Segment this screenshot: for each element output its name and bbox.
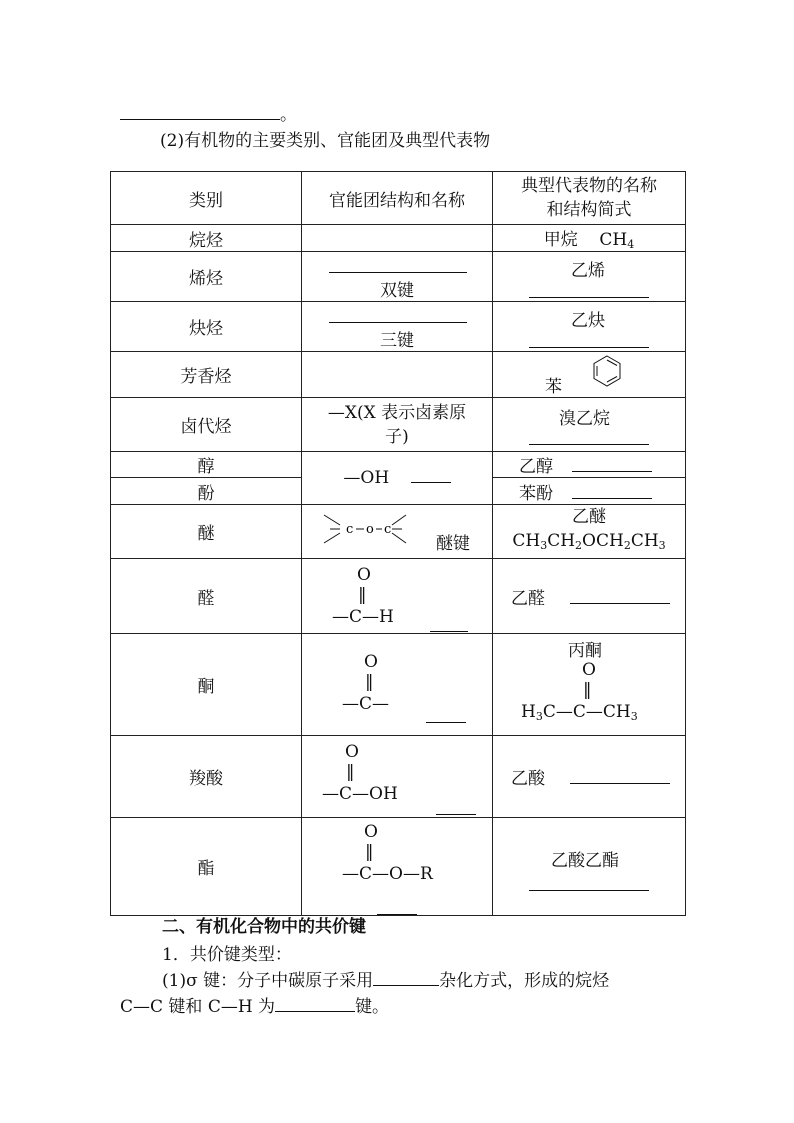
row-representative [493, 452, 686, 478]
row-category: 酮 [111, 634, 302, 736]
f-sub: 3 [658, 539, 666, 552]
section-heading: (2)有机物的主要类别、官能团及典型代表物 [160, 131, 491, 151]
svg-text:o: o [366, 522, 374, 537]
fg-double-bond: ‖ [365, 842, 374, 862]
f-part: OCH [582, 531, 624, 551]
fg-blank [430, 631, 468, 632]
fg-chain: —C—H [332, 607, 394, 627]
fg-oxygen: O [357, 565, 371, 585]
fg-name: 三键 [380, 331, 414, 351]
row-functional-group [302, 225, 493, 252]
row-functional-group [302, 505, 493, 559]
row-representative [493, 478, 686, 505]
rep-name: 苯酚 [519, 483, 553, 504]
rep-name: 苯 [545, 377, 562, 397]
row-category: 醚 [111, 505, 302, 559]
rep-chain [521, 702, 638, 723]
row-category: 酯 [111, 818, 302, 916]
row-representative [493, 398, 686, 452]
row-category: 醛 [111, 559, 302, 634]
rep-blank [570, 782, 670, 784]
row-category: 芳香烃 [111, 352, 302, 398]
row-representative [493, 736, 686, 818]
row-functional-group [302, 398, 493, 452]
rep-name: 乙酸乙酯 [551, 851, 619, 871]
row-functional-group [302, 818, 493, 916]
f-part: CH [547, 531, 576, 551]
fg-blank [426, 722, 466, 723]
row-representative [493, 634, 686, 736]
fg-blank [411, 481, 451, 483]
chain-part: H [521, 702, 536, 722]
rep-formula: CH [599, 230, 628, 250]
row-representative [493, 559, 686, 634]
rep-blank [570, 602, 670, 604]
row-category: 酚 [111, 478, 302, 505]
rep-blank [572, 470, 652, 472]
row-category: 羧酸 [111, 736, 302, 818]
sigma-bond-line2 [120, 992, 389, 1017]
f-sub: 3 [540, 539, 548, 552]
sigma-bond-line1 [162, 966, 609, 991]
rep-name: 乙醛 [511, 588, 545, 609]
header-category: 类别 [111, 172, 302, 225]
f-part: CH [512, 531, 541, 551]
fg-oxygen: O [345, 742, 359, 762]
f-sub: 2 [575, 539, 583, 552]
rep-blank [529, 297, 649, 298]
f-part: CH [630, 531, 659, 551]
row-functional-group [302, 559, 493, 634]
fg-double-bond: ‖ [346, 762, 355, 782]
header-representative [493, 172, 686, 225]
ether-structure-diagram [320, 511, 410, 547]
sigma-text-d: 键。 [355, 997, 390, 1017]
fg-name: 醚键 [436, 534, 470, 554]
row-functional-group [302, 252, 493, 302]
row-representative [493, 302, 686, 352]
chain-sub: 3 [535, 710, 543, 723]
fg-blank [377, 914, 417, 915]
period: 。 [280, 105, 297, 125]
row-category: 卤代烃 [111, 398, 302, 452]
row-representative [493, 818, 686, 916]
rep-name: 乙酸 [511, 769, 545, 789]
fg-line1: —X(X 表示卤素原 [327, 402, 467, 423]
rep-formula-sub: 4 [627, 238, 635, 251]
rep-formula [493, 529, 685, 558]
fg-blank [436, 814, 476, 815]
row-functional-group [302, 736, 493, 818]
row-category: 烷烃 [111, 225, 302, 252]
row-functional-group [302, 352, 493, 398]
section-two-heading: 二、有机化合物中的共价键 [162, 917, 366, 937]
row-category: 炔烃 [111, 302, 302, 352]
fg-oxygen: O [364, 822, 378, 842]
row-representative [493, 225, 686, 252]
row-category: 烯烃 [111, 252, 302, 302]
rep-double-bond: ‖ [583, 680, 592, 700]
chain-part: C—C—CH [542, 702, 631, 722]
fg-blank [329, 322, 467, 323]
bond-type-blank [275, 1010, 355, 1012]
f-sub: 2 [623, 539, 631, 552]
sigma-text-c: C—C 键和 C—H 为 [120, 997, 276, 1017]
row-functional-group [302, 302, 493, 352]
header-rep-line2: 和结构简式 [546, 200, 632, 220]
sigma-text-a: (1)σ 键：分子中碳原子采用 [162, 971, 374, 991]
organic-classes-table [110, 171, 686, 916]
row-representative [493, 352, 686, 398]
rep-blank [529, 347, 649, 348]
fg-name: 双键 [380, 281, 414, 301]
benzene-ring-icon [590, 354, 624, 388]
rep-blank [572, 497, 652, 499]
svg-text:c: c [384, 522, 392, 537]
rep-name: 丙酮 [568, 641, 602, 661]
fg-blank [329, 272, 467, 273]
hybridization-blank [373, 984, 439, 986]
header-functional-group: 官能团结构和名称 [302, 172, 493, 225]
fg-double-bond: ‖ [358, 585, 367, 605]
rep-name: 乙烯 [571, 261, 605, 281]
sigma-text-b: 杂化方式，形成的烷烃 [439, 971, 610, 991]
rep-name: 乙醇 [519, 457, 553, 477]
rep-blank [529, 890, 649, 891]
answer-blank-line [120, 100, 297, 125]
chain-sub: 3 [630, 710, 638, 723]
item-one-label: 1．共价键类型： [162, 945, 292, 965]
row-category: 醇 [111, 452, 302, 478]
fg-chain: —C—O—R [342, 864, 433, 884]
fg-chain: —C— [342, 694, 390, 714]
fg-line2: 子) [385, 426, 409, 447]
row-representative [493, 252, 686, 302]
fg-chain: —C—OH [322, 784, 398, 804]
rep-name: 溴乙烷 [559, 409, 610, 429]
rep-name: 乙炔 [571, 311, 605, 331]
rep-oxygen: O [582, 660, 596, 680]
rep-name: 甲烷 [543, 230, 578, 250]
fg-oxygen: O [364, 652, 378, 672]
fg-oh: —OH [343, 468, 390, 488]
rep-name: 乙醚 [572, 507, 606, 527]
header-rep-line1: 典型代表物的名称 [521, 176, 657, 196]
svg-text:c: c [346, 522, 354, 537]
fg-double-bond: ‖ [365, 672, 374, 692]
rep-blank [529, 444, 649, 445]
row-functional-group [302, 634, 493, 736]
row-representative [493, 505, 686, 559]
shared-functional-group [302, 452, 493, 505]
